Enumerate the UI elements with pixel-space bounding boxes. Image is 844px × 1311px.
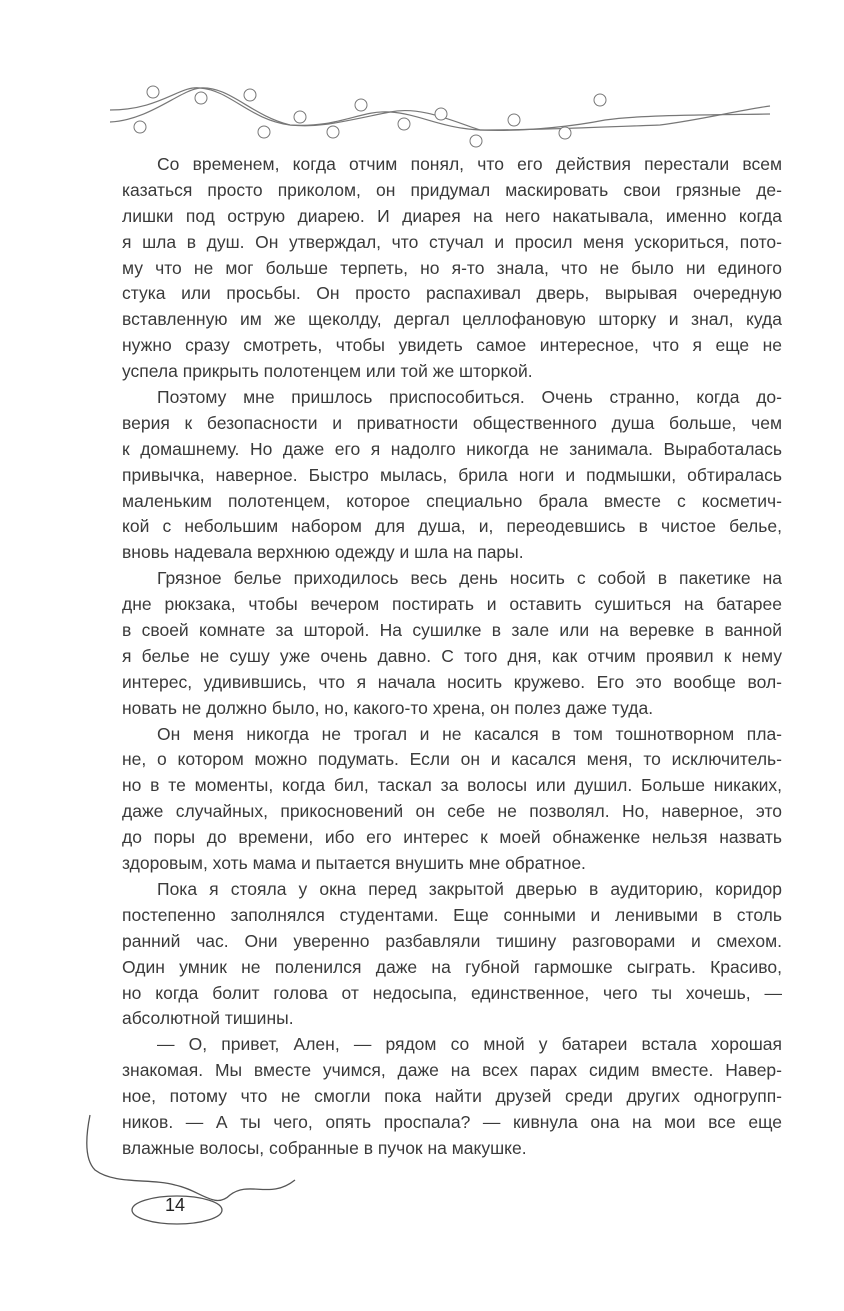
text-line: ников. — А ты чего, опять проспала? — кивнула она на мои все еще (122, 1111, 782, 1132)
text-line: даже случайных, прикосновений он себе не позволял. Но, наверное, это (122, 801, 782, 822)
text-line: Один умник не поленился даже на губной гармошке сыграть. Красиво, (122, 956, 782, 977)
text-line: — О, привет, Ален, — рядом со мной у батареи встала хорошая (157, 1034, 782, 1055)
text-line: привычка, наверное. Быстро мылась, брила ноги и подмышки, обтиралась (122, 464, 782, 485)
body-text (122, 152, 782, 1162)
text-line: я белье не сушу уже очень давно. С того дня, как отчим проявил к нему (122, 645, 782, 666)
text-line: к домашнему. Но даже его я надолго никогда не занимала. Выработалась (122, 438, 782, 459)
text-line: влажные волосы, собранные в пучок на макушке. (122, 1137, 527, 1158)
text-line: вновь надевала верхнюю одежду и шла на пары. (122, 542, 524, 563)
text-line: му что не мог больше терпеть, но я-то знала, что не было ни единого (122, 257, 782, 278)
text-line: Пока я стояла у окна перед закрытой дверью в аудиторию, коридор (157, 878, 782, 899)
text-line: Поэтому мне пришлось приспособиться. Очень странно, когда до- (157, 387, 782, 408)
text-line: в своей комнате за шторой. На сушилке в зале или на веревке в ванной (122, 620, 782, 641)
text-line: но в те моменты, когда бил, таскал за волосы или душил. Больше никаких, (122, 775, 782, 796)
text-line: интерес, удивившись, что я начала носить кружево. Его это вообще вол- (122, 671, 782, 692)
text-line: Со временем, когда отчим понял, что его действия перестали всем (157, 154, 782, 174)
garland-decoration (100, 70, 780, 160)
text-line: ранний час. Они уверенно разбавляли тишину разговорами и смехом. (122, 930, 782, 951)
text-line: ное, потому что не смогли пока найти друзей среди других одногрупп- (122, 1086, 782, 1107)
text-line: лишки под острую диарею. И диарея на него накатывала, именно когда (122, 205, 782, 226)
text-line: новать не должно было, но, какого-то хрена, он полез даже туда. (122, 697, 654, 718)
text-line: нужно сразу смотреть, чтобы увидеть самое интересное, что я еще не (122, 335, 782, 356)
text-line: но когда болит голова от недосыпа, единственное, чего ты хочешь, — (122, 982, 782, 1003)
text-line: успела прикрыть полотенцем или той же шторкой. (122, 361, 533, 382)
text-line: вставленную им же щеколду, дергал целлофановую шторку и знал, куда (122, 309, 782, 330)
text-line: до поры до времени, ибо его интерес к моей обнаженке нельзя назвать (122, 827, 782, 848)
text-line: дне рюкзака, чтобы вечером постирать и оставить сушиться на батарее (122, 594, 782, 615)
text-line: казаться просто приколом, он придумал маскировать свои грязные де- (122, 179, 782, 200)
page-number: 14 (164, 1195, 186, 1215)
text-line: Он меня никогда не трогал и не касался в том тошнотворном пла- (157, 723, 782, 744)
text-line: я шла в душ. Он утверждал, что стучал и просил меня ускориться, пото- (122, 231, 782, 252)
text-line: маленьким полотенцем, которое специально брала вместе с косметич- (122, 490, 782, 511)
text-line: знакомая. Мы вместе учимся, даже на всех парах сидим вместе. Навер- (122, 1060, 782, 1081)
text-line: абсолютной тишины. (122, 1008, 294, 1029)
text-line: не, о котором можно подумать. Если он и касался меня, то исключитель- (122, 749, 782, 770)
text-line: кой с небольшим набором для душа, и, переодевшись в чистое белье, (122, 516, 782, 537)
text-line: верия к безопасности и приватности общественного душа больше, чем (122, 412, 782, 433)
text-line: стука или просьбы. Он просто распахивал дверь, вырывая очередную (122, 283, 782, 304)
text-line: постепенно заполнялся студентами. Еще сонными и ленивыми в столь (122, 904, 782, 925)
page-number-decoration (80, 1060, 340, 1240)
text-line: здоровым, хоть мама и пытается внушить мне обратное. (122, 853, 586, 874)
text-line: Грязное белье приходилось весь день носить с собой в пакетике на (157, 568, 782, 589)
